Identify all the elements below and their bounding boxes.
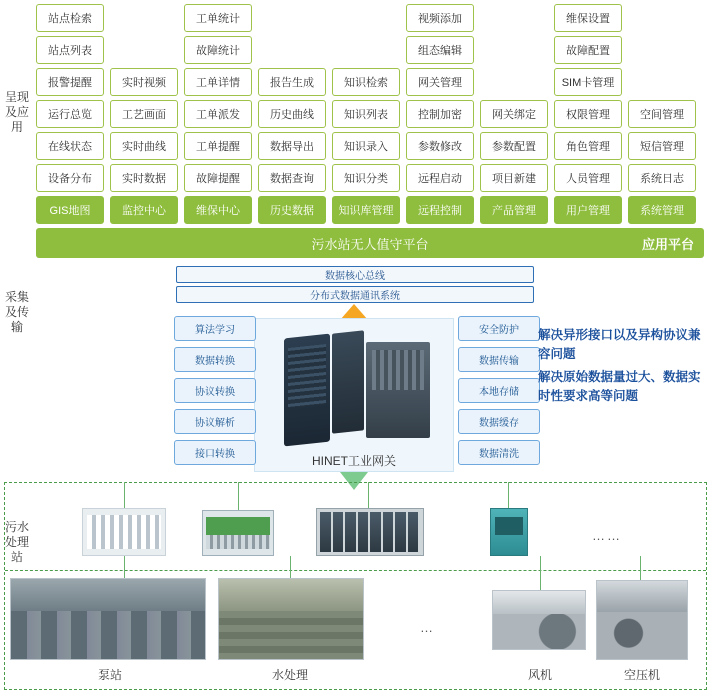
note-interface-compat: 解决异形接口以及异构协议兼容问题 xyxy=(538,328,701,361)
distributed-comm-bus xyxy=(176,286,534,303)
photo-blower-lower xyxy=(493,614,585,649)
app-tile[interactable]: 故障统计 xyxy=(184,36,252,64)
app-tile[interactable]: 组态编辑 xyxy=(406,36,474,64)
app-tile[interactable]: 权限管理 xyxy=(554,100,622,128)
layer-label-application xyxy=(4,90,30,135)
app-tile[interactable]: 工艺画面 xyxy=(110,100,178,128)
application-grid-row xyxy=(36,68,704,96)
app-tile[interactable]: 远程启动 xyxy=(406,164,474,192)
app-tile[interactable]: 视频添加 xyxy=(406,4,474,32)
gateway-right-stack xyxy=(458,316,540,471)
photo-ellipsis: … xyxy=(420,620,435,635)
layer-label-application-text: 呈现及应用 xyxy=(4,90,29,134)
app-tile[interactable]: 知识分类 xyxy=(332,164,400,192)
gateway-left-item[interactable]: 算法学习 xyxy=(174,316,256,341)
photo-pump-station-lower xyxy=(11,611,205,659)
distributed-comm-bus-label: 分布式数据通讯系统 xyxy=(310,291,400,302)
app-tile[interactable]: 数据查询 xyxy=(258,164,326,192)
app-tile[interactable]: 实时视频 xyxy=(110,68,178,96)
app-tile[interactable]: 短信管理 xyxy=(628,132,696,160)
app-tile[interactable]: 网关管理 xyxy=(406,68,474,96)
platform-bar xyxy=(36,228,704,258)
equipment-io-rack xyxy=(316,508,424,556)
app-tile[interactable]: 故障配置 xyxy=(554,36,622,64)
app-module-tile[interactable]: 维保中心 xyxy=(184,196,252,224)
app-module-tile[interactable]: GIS地图 xyxy=(36,196,104,224)
app-tile[interactable]: 系统日志 xyxy=(628,164,696,192)
gateway-device-tertiary-icon xyxy=(366,342,430,438)
photo-blower xyxy=(492,590,586,650)
app-module-tile[interactable]: 监控中心 xyxy=(110,196,178,224)
app-tile[interactable]: 数据导出 xyxy=(258,132,326,160)
layer-label-station-text: 污水处理站 xyxy=(4,520,29,564)
app-tile-spacer xyxy=(110,4,178,32)
connector-line-7 xyxy=(540,556,541,590)
app-tile[interactable]: 工单统计 xyxy=(184,4,252,32)
app-tile-spacer xyxy=(258,4,326,32)
equipment-controller-1-detail xyxy=(87,515,161,549)
app-tile[interactable]: 控制加密 xyxy=(406,100,474,128)
gateway-left-item[interactable]: 协议解析 xyxy=(174,409,256,434)
app-module-tile[interactable]: 知识库管理 xyxy=(332,196,400,224)
gateway-device-secondary-icon xyxy=(332,330,364,433)
app-tile[interactable]: SIM卡管理 xyxy=(554,68,622,96)
gateway-left-item[interactable]: 接口转换 xyxy=(174,440,256,465)
gateway-right-item[interactable]: 安全防护 xyxy=(458,316,540,341)
app-tile[interactable]: 工单详情 xyxy=(184,68,252,96)
app-tile[interactable]: 故障提醒 xyxy=(184,164,252,192)
app-tile[interactable]: 参数配置 xyxy=(480,132,548,160)
app-module-tile[interactable]: 历史数据 xyxy=(258,196,326,224)
app-tile[interactable]: 设备分布 xyxy=(36,164,104,192)
application-grid-row xyxy=(36,100,704,128)
photo-pump-station-upper xyxy=(11,579,205,611)
app-tile[interactable]: 站点检索 xyxy=(36,4,104,32)
app-tile[interactable]: 实时数据 xyxy=(110,164,178,192)
gateway-device-primary-icon xyxy=(284,334,330,447)
equipment-controller-1 xyxy=(82,508,166,556)
app-tile[interactable]: 站点列表 xyxy=(36,36,104,64)
application-grid xyxy=(36,4,704,228)
app-module-tile[interactable]: 用户管理 xyxy=(554,196,622,224)
app-tile[interactable]: 项目新建 xyxy=(480,164,548,192)
platform-title: 污水站无人值守平台 xyxy=(311,236,429,252)
gateway-caption: HINET工业网关 xyxy=(311,454,396,468)
gateway-left-item[interactable]: 数据转换 xyxy=(174,347,256,372)
photo-blower-upper xyxy=(493,591,585,614)
platform-tag: 应用平台 xyxy=(641,236,694,252)
app-tile[interactable]: 知识列表 xyxy=(332,100,400,128)
app-tile-spacer xyxy=(480,4,548,32)
layer-label-transport xyxy=(4,290,30,335)
app-tile-spacer xyxy=(480,36,548,64)
app-tile-spacer xyxy=(480,68,548,96)
app-tile[interactable]: 知识检索 xyxy=(332,68,400,96)
photo-air-compressor-upper xyxy=(597,581,687,612)
note-data-volume: 解决原始数据量过大、数据实时性要求高等问题 xyxy=(538,370,701,403)
data-core-bus xyxy=(176,266,534,283)
data-core-bus-label: 数据核心总线 xyxy=(325,271,385,282)
app-module-tile[interactable]: 远程控制 xyxy=(406,196,474,224)
photo-water-treatment-upper xyxy=(219,579,363,611)
application-grid-row xyxy=(36,164,704,192)
equipment-plc-terminals xyxy=(206,535,270,549)
app-tile[interactable]: 网关绑定 xyxy=(480,100,548,128)
gateway-right-item[interactable]: 本地存储 xyxy=(458,378,540,403)
gateway-right-item[interactable]: 数据缓存 xyxy=(458,409,540,434)
station-divider xyxy=(5,570,706,571)
photo-air-compressor xyxy=(596,580,688,660)
gateway-right-item[interactable]: 数据传输 xyxy=(458,347,540,372)
gateway-left-stack xyxy=(174,316,256,471)
app-tile-spacer xyxy=(332,36,400,64)
gateway-right-item[interactable]: 数据清洗 xyxy=(458,440,540,465)
app-tile[interactable]: 人员管理 xyxy=(554,164,622,192)
equipment-ellipsis: …… xyxy=(592,528,622,543)
photo-pump-station xyxy=(10,578,206,660)
app-module-tile[interactable]: 系统管理 xyxy=(628,196,696,224)
app-tile-spacer xyxy=(110,36,178,64)
app-tile[interactable]: 知识录入 xyxy=(332,132,400,160)
app-tile[interactable]: 运行总览 xyxy=(36,100,104,128)
photo-water-treatment xyxy=(218,578,364,660)
app-tile[interactable]: 报告生成 xyxy=(258,68,326,96)
app-tile[interactable]: 角色管理 xyxy=(554,132,622,160)
caption-air-compressor: 空压机 xyxy=(623,668,660,682)
application-grid-row xyxy=(36,4,704,32)
app-tile[interactable]: 空间管理 xyxy=(628,100,696,128)
app-tile[interactable]: 报警提醒 xyxy=(36,68,104,96)
app-tile[interactable]: 在线状态 xyxy=(36,132,104,160)
app-tile[interactable]: 工单提醒 xyxy=(184,132,252,160)
application-grid-row xyxy=(36,132,704,160)
app-tile-spacer xyxy=(258,36,326,64)
caption-water-treatment: 水处理 xyxy=(271,668,308,682)
photo-air-compressor-lower xyxy=(597,612,687,659)
equipment-teal-module xyxy=(490,508,528,556)
app-tile-spacer xyxy=(332,4,400,32)
app-tile[interactable]: 维保设置 xyxy=(554,4,622,32)
app-tile[interactable]: 实时曲线 xyxy=(110,132,178,160)
application-grid-row xyxy=(36,36,704,64)
app-module-tile[interactable]: 产品管理 xyxy=(480,196,548,224)
layer-label-transport-text: 采集及传输 xyxy=(4,290,29,334)
app-tile[interactable]: 参数修改 xyxy=(406,132,474,160)
app-tile[interactable]: 工单派发 xyxy=(184,100,252,128)
caption-pump-station: 泵站 xyxy=(97,668,122,682)
caption-blower: 风机 xyxy=(527,668,552,682)
gateway-left-item[interactable]: 协议转换 xyxy=(174,378,256,403)
application-grid-footer-row xyxy=(36,196,704,224)
photo-water-treatment-lower xyxy=(219,611,363,659)
app-tile[interactable]: 历史曲线 xyxy=(258,100,326,128)
equipment-plc xyxy=(202,510,274,556)
